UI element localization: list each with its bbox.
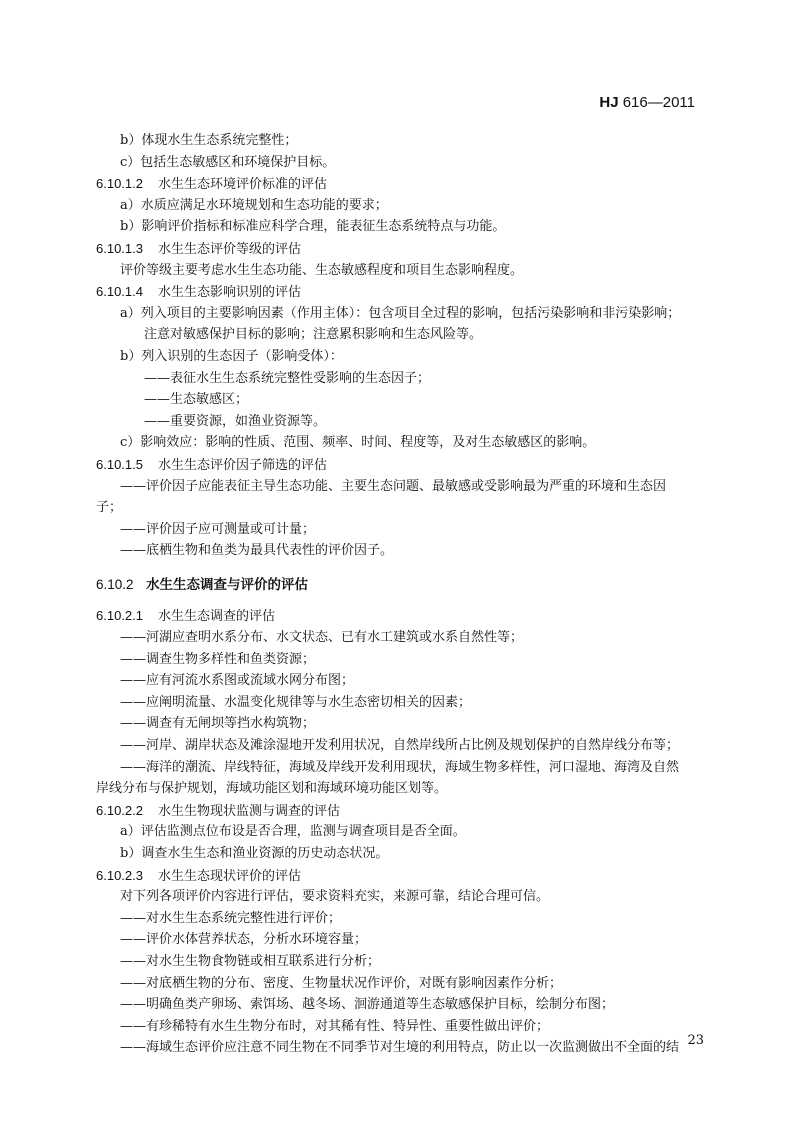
section-title: 水生生态评价等级的评估: [158, 240, 302, 256]
paragraph: 评价等级主要考虑水生生态功能、生态敏感程度和项目生态影响程度。: [120, 262, 524, 278]
dash-item: ——明确鱼类产卵场、索饵场、越冬场、洄游通道等生态敏感保护目标，绘制分布图；: [120, 997, 615, 1013]
list-item: b）调查水生生态和渔业资源的历史动态状况。: [120, 846, 389, 861]
section-number: 6.10.1.4: [96, 284, 143, 300]
dash-item: ——调查生物多样性和鱼类资源；: [120, 651, 316, 667]
list-item: b）体现水生生态系统完整性；: [120, 133, 298, 148]
list-item: a）水质应满足水环境规划和生态功能的要求；: [120, 197, 388, 213]
list-item: a）列入项目的主要影响因素（作用主体）：包含项目全过程的影响，包括污染影响和非污染影响；: [120, 305, 681, 321]
standard-code: [599, 94, 695, 111]
section-heading: [96, 800, 718, 822]
paragraph: 对下列各项评价内容进行评估，要求资料充实，来源可靠，结论合理可信。: [120, 889, 550, 905]
section-heading: [96, 865, 718, 887]
dash-item: ——对水生生物食物链或相互联系进行分析；: [120, 953, 381, 969]
list-item: c）包括生态敏感区和环境保护目标。: [120, 154, 336, 170]
dash-item-continuation: 子；: [96, 500, 123, 516]
list-item: b）列入识别的生态因子（影响受体）：: [120, 348, 343, 364]
dash-item: ——河岸、湖岸状态及滩涂湿地开发利用状况，自然岸线所占比例及规划保护的自然岸线分布等；: [120, 738, 680, 754]
dash-item: ——表征水生生态系统完整性受影响的生态因子；: [144, 370, 431, 386]
dash-item: ——评价因子应能表征主导生态功能、主要生态问题、最敏感或受影响最为严重的环境和生态因: [120, 478, 667, 494]
section-title: 水生生态环境评价标准的评估: [158, 176, 328, 192]
section-number: 6.10.2.2: [96, 802, 143, 818]
dash-item: ——有珍稀特有水生生物分布时，对其稀有性、特异性、重要性做出评价；: [120, 1018, 550, 1034]
section-number: 6.10.2: [96, 576, 134, 592]
section-heading: [96, 173, 718, 195]
list-item: c）影响效应：影响的性质、范围、频率、时间、程度等，及对生态敏感区的影响。: [120, 435, 596, 451]
section-heading-level2: [96, 574, 718, 596]
section-title: 水生生物现状监测与调查的评估: [158, 802, 341, 818]
dash-item: ——海域生态评价应注意不同生物在不同季节对生境的利用特点，防止以一次监测做出不全面的结: [120, 1040, 680, 1056]
section-heading: [96, 238, 718, 260]
dash-item: ——评价水体营养状态，分析水环境容量；: [120, 932, 368, 948]
section-number: 6.10.2.3: [96, 867, 143, 883]
dash-item: ——对底栖生物的分布、密度、生物量状况作评价，对既有影响因素作分析；: [120, 975, 563, 991]
section-title: 水生生态影响识别的评估: [158, 284, 302, 300]
section-title: 水生生态评价因子筛选的评估: [158, 456, 328, 472]
dash-item: ——河湖应查明水系分布、水文状态、已有水工建筑或水系自然性等；: [120, 630, 524, 646]
list-item: b）影响评价指标和标准应科学合理，能表征生态系统特点与功能。: [120, 219, 506, 235]
standard-code-prefix: HJ: [599, 94, 619, 111]
dash-item: ——应有河流水系图或流域水网分布图；: [120, 673, 355, 689]
standard-code-number: 616—2011: [618, 94, 695, 111]
dash-item: ——调查有无闸坝等挡水构筑物；: [120, 716, 316, 732]
dash-item: ——底栖生物和鱼类为最具代表性的评价因子。: [120, 543, 394, 559]
page-number: 23: [687, 1033, 704, 1048]
section-heading: [96, 605, 718, 627]
section-number: 6.10.2.1: [96, 608, 143, 624]
section-number: 6.10.1.2: [96, 176, 143, 192]
section-number: 6.10.1.3: [96, 240, 143, 256]
dash-item: ——对水生生态系统完整性进行评价；: [120, 910, 342, 926]
section-title: 水生生态现状评价的评估: [158, 867, 302, 883]
section-heading: [96, 454, 718, 476]
section-title: 水生生态调查的评估: [158, 608, 276, 624]
dash-item: ——评价因子应可测量或可计量；: [120, 521, 316, 537]
dash-item: ——应阐明流量、水温变化规律等与水生态密切相关的因素；: [120, 694, 472, 710]
section-title: 水生生态调查与评价的评估: [146, 576, 308, 593]
list-item-continuation: 注意对敏感保护目标的影响；注意累积影响和生态风险等。: [144, 327, 483, 343]
dash-item: ——海洋的潮流、岸线特征，海域及岸线开发利用现状，海域生物多样性，河口湿地、海湾及自然: [120, 759, 680, 775]
dash-item: ——生态敏感区；: [144, 392, 249, 408]
dash-item-continuation: 岸线分布与保护规划，海域功能区划和海域环境功能区划等。: [96, 781, 448, 797]
section-number: 6.10.1.5: [96, 456, 143, 472]
page-content: [96, 130, 718, 1059]
dash-item: ——重要资源，如渔业资源等。: [144, 413, 327, 429]
section-heading: [96, 281, 718, 303]
list-item: a）评估监测点位布设是否合理，监测与调查项目是否全面。: [120, 824, 466, 840]
